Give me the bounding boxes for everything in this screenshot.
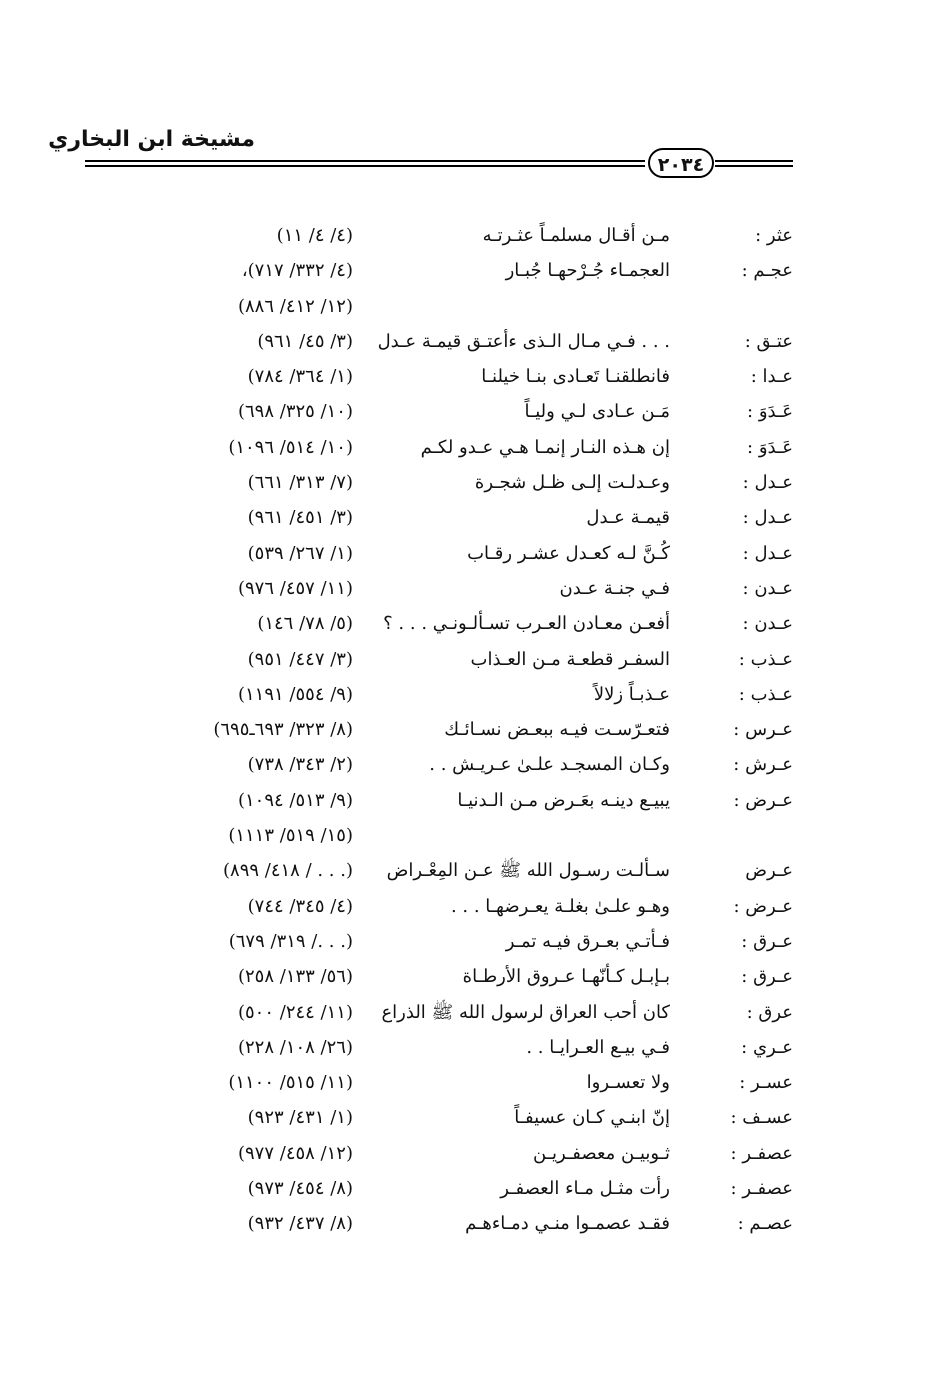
entry-root: عصفـر : — [730, 1178, 793, 1200]
index-entry — [0, 536, 948, 571]
index-entry — [0, 324, 948, 359]
index-entry — [0, 1206, 948, 1241]
index-entry — [0, 853, 948, 888]
entry-phrase: وهـو علـىٰ بغلـة يعـرضهـا . . . — [450, 895, 670, 917]
entry-phrase: إن هـذه النـار إنمـا هـي عـدو لكـم — [420, 436, 670, 458]
entry-phrase: يبيـع دينـه بعَـرض مـن الـدنيـا — [457, 789, 670, 811]
entry-root: عجـم : — [741, 260, 793, 282]
entry-reference: (٣/ ٤٤٧/ ٩٥١) — [247, 648, 353, 670]
entry-root: عـرش : — [733, 754, 793, 776]
index-entry — [0, 1030, 948, 1065]
index-entry — [0, 712, 948, 747]
entry-root: عصـم : — [737, 1213, 793, 1235]
entry-root: عـذب : — [738, 648, 793, 670]
entry-root: عتـق : — [744, 330, 793, 352]
index-entries — [0, 218, 948, 1242]
index-entry — [0, 359, 948, 394]
entry-root: عـذب : — [738, 683, 793, 705]
entry-phrase: كان أحب العراق لرسول الله ﷺ الذراع — [381, 1001, 670, 1023]
index-entry — [0, 783, 948, 818]
index-entry — [0, 924, 948, 959]
entry-phrase: وكـان المسجـد علـىٰ عـريـش . . — [429, 754, 670, 776]
entry-reference: (٨/ ٣٢٣/ ٦٩٣ـ٦٩٥) — [213, 719, 353, 741]
entry-phrase: . . . فـي مـال الـذى ءأعتـق قيمـة عـدل — [377, 330, 670, 352]
entry-reference: (١٢/ ٤٥٨/ ٩٧٧) — [237, 1142, 353, 1164]
entry-root: عـرس : — [733, 719, 793, 741]
index-entry — [0, 253, 948, 288]
entry-reference: (٢٦/ ١٠٨/ ٢٢٨) — [237, 1036, 353, 1058]
entry-phrase: رأت مثـل مـاء العصفـر — [500, 1178, 670, 1200]
entry-reference: (٣/ ٤٥١/ ٩٦١) — [247, 507, 353, 529]
header-rule-lower — [85, 165, 645, 167]
entry-reference: (٨/ ٤٥٤/ ٩٧٣) — [247, 1178, 353, 1200]
entry-root: عَـدَوَ : — [747, 401, 793, 423]
index-entry — [0, 394, 948, 429]
entry-phrase: السفـر قطعـة مـن العـذاب — [470, 648, 670, 670]
entry-reference: (١٠/ ٥١٤/ ١٠٩٦) — [228, 436, 353, 458]
index-entry — [0, 606, 948, 641]
entry-root: عـرض : — [733, 895, 793, 917]
entry-reference: (٤/ ٣٣٢/ ٧١٧)، — [241, 260, 353, 282]
entry-reference: (٩/ ٥٥٤/ ١١٩١) — [237, 683, 353, 705]
entry-reference: (. . . / ٤١٨/ ٨٩٩) — [223, 860, 353, 882]
entry-root: عسـر : — [739, 1072, 793, 1094]
entry-root: عـدل : — [742, 542, 793, 564]
entry-phrase: قيمـة عـدل — [586, 507, 670, 529]
entry-phrase: العجمـاء جُـرْحهـا جُبـار — [505, 260, 670, 282]
entry-phrase: فقـد عصمـوا منـي دمـاءهـم — [465, 1213, 670, 1235]
entry-phrase: سـألـت رسـول الله ﷺ عـن المِعْـراض — [386, 860, 670, 882]
entry-reference: (٢/ ٣٤٣/ ٧٣٨) — [247, 754, 353, 776]
index-entry — [0, 571, 948, 606]
entry-reference: (٨/ ٤٣٧/ ٩٣٢) — [247, 1213, 353, 1235]
index-entry — [0, 289, 948, 324]
index-entry — [0, 1171, 948, 1206]
entry-reference: (١١/ ٥١٥/ ١١٠٠) — [228, 1072, 353, 1094]
index-entry — [0, 500, 948, 535]
entry-root: عـرض : — [733, 789, 793, 811]
entry-root: عـدل : — [742, 472, 793, 494]
entry-reference: (. . ./ ٣١٩/ ٦٧٩) — [228, 930, 353, 952]
index-entry — [0, 430, 948, 465]
entry-root: عصفـر : — [730, 1142, 793, 1164]
header-rule-right-upper — [715, 160, 793, 162]
entry-reference: (١١/ ٢٤٤/ ٥٠٠) — [237, 1001, 353, 1023]
entry-reference: (٣/ ٤٥/ ٩٦١) — [257, 330, 353, 352]
index-entry — [0, 959, 948, 994]
entry-phrase: فتعـرّسـت فيـه ببعـض نسـائـك — [444, 719, 670, 741]
index-entry — [0, 747, 948, 782]
entry-root: عسـف : — [730, 1107, 793, 1129]
entry-root: عـرق : — [741, 930, 793, 952]
entry-root: عـدن : — [742, 613, 793, 635]
entry-reference: (٥/ ٧٨/ ١٤٦) — [257, 613, 353, 635]
index-entry — [0, 465, 948, 500]
index-entry — [0, 1100, 948, 1135]
entry-root: عرق : — [746, 1001, 793, 1023]
entry-phrase: ثـوبيـن معصفـريـن — [533, 1142, 670, 1164]
index-entry — [0, 995, 948, 1030]
entry-phrase: مـن أقـال مسلمـاً عثـرتـه — [482, 225, 670, 246]
index-entry — [0, 218, 948, 253]
index-entry — [0, 1065, 948, 1100]
entry-reference: (١٥/ ٥١٩/ ١١١٣) — [228, 825, 353, 847]
entry-phrase: أفعـن معـادن العـرب تسـألـونـي . . . ؟ — [383, 613, 670, 635]
entry-root: عـدا : — [750, 366, 793, 388]
entry-phrase: عـذبـاً زلالاً — [593, 683, 670, 705]
entry-reference: (٩/ ٥١٣/ ١٠٩٤) — [237, 789, 353, 811]
entry-reference: (١٢/ ٤١٢/ ٨٨٦) — [237, 295, 353, 317]
entry-reference: (٤/ ٣٤٥/ ٧٤٤) — [247, 895, 353, 917]
entry-reference: (٧/ ٣١٣/ ٦٦١) — [247, 472, 353, 494]
index-entry — [0, 642, 948, 677]
entry-reference: (١٠/ ٣٢٥/ ٦٩٨) — [237, 401, 353, 423]
entry-phrase: مَـن عـادى لـي وليـاً — [524, 401, 670, 423]
entry-root: عـدل : — [742, 507, 793, 529]
entry-phrase: كُـنَّ لـه كعـدل عشـر رقـاب — [467, 542, 670, 564]
entry-root: عـرض — [745, 860, 793, 882]
entry-root: عـري : — [741, 1036, 793, 1058]
entry-phrase: فـي جنـة عـدن — [559, 577, 670, 599]
entry-root: عـدن : — [742, 577, 793, 599]
entry-phrase: فانطلقنـا تَعـادى بنـا خيلنـا — [481, 366, 670, 388]
header-rule-right-lower — [715, 165, 793, 167]
entry-phrase: فـأتـي بعـرق فيـه تمـر — [505, 930, 670, 952]
index-entry — [0, 818, 948, 853]
header-rule-upper — [85, 160, 645, 162]
entry-root: عثر : — [755, 225, 793, 246]
book-title: مشيخة ابن البخاري — [48, 127, 255, 152]
index-entry — [0, 1136, 948, 1171]
entry-reference: (١١/ ٤٥٧/ ٩٧٦) — [237, 577, 353, 599]
entry-root: عـرق : — [741, 966, 793, 988]
index-entry — [0, 889, 948, 924]
entry-reference: (٤/ ٤/ ١١) — [276, 225, 353, 246]
entry-phrase: ولا تعسـروا — [586, 1072, 670, 1094]
index-entry — [0, 677, 948, 712]
entry-phrase: بـإبـل كـأنّهـا عـروق الأرطـاة — [462, 966, 670, 988]
entry-reference: (١/ ٣٦٤/ ٧٨٤) — [247, 366, 353, 388]
entry-root: عَـدَوَ : — [747, 436, 793, 458]
entry-reference: (١/ ٢٦٧/ ٥٣٩) — [247, 542, 353, 564]
page-number: ٢٠٣٤ — [648, 148, 714, 178]
entry-phrase: فـي بيـع العـرايـا . . — [526, 1036, 670, 1058]
entry-phrase: إنّ ابنـي كـان عسيفـاً — [514, 1107, 670, 1129]
entry-phrase: وعـدلـت إلـى ظـل شجـرة — [474, 472, 670, 494]
entry-reference: (١/ ٤٣١/ ٩٢٣) — [247, 1107, 353, 1129]
entry-reference: (٥٦/ ١٣٣/ ٢٥٨) — [237, 966, 353, 988]
